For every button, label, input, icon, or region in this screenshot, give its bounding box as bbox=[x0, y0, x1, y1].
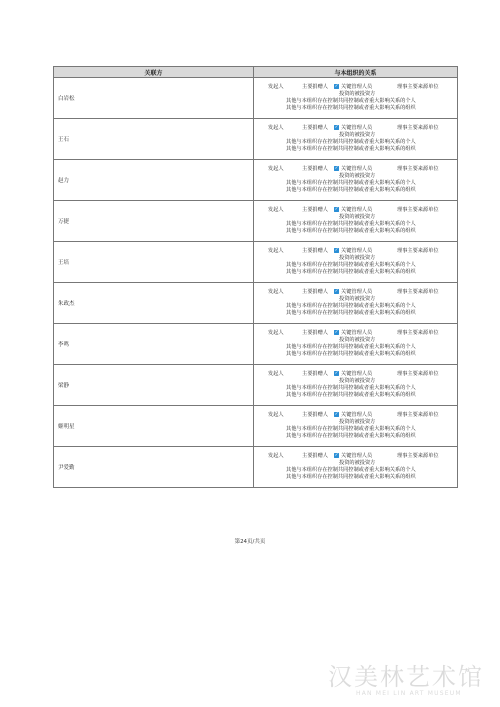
option-key-manager-label: 关键管理人员 bbox=[341, 412, 373, 418]
checkbox-checked-icon: ✓ bbox=[334, 166, 339, 171]
option-key-manager-label: 关键管理人员 bbox=[341, 289, 373, 295]
option-other-org: 其他与本组织存在控制共同控制或者重大影响关系的组织 bbox=[286, 146, 416, 152]
option-other-org: 其他与本组织存在控制共同控制或者重大影响关系的组织 bbox=[286, 351, 416, 357]
option-donor: 主要捐赠人 bbox=[302, 248, 328, 254]
related-party-name: 梁静 bbox=[54, 365, 254, 406]
relationship-options bbox=[254, 406, 458, 447]
watermark-sub-text: HAN MEI LIN ART MUSEUM bbox=[356, 690, 462, 697]
checkbox-checked-icon: ✓ bbox=[334, 207, 339, 212]
option-key-manager-label: 关键管理人员 bbox=[341, 371, 373, 377]
option-key-manager-label: 关键管理人员 bbox=[341, 125, 373, 131]
option-initiator: 发起人 bbox=[268, 453, 284, 459]
option-key-manager-label: 关键管理人员 bbox=[341, 453, 373, 459]
relationship-options bbox=[254, 242, 458, 283]
option-other-person: 其他与本组织存在控制共同控制或者重大影响关系的个人 bbox=[286, 98, 416, 104]
option-investee: 投资的被投资方 bbox=[339, 91, 376, 97]
table-body bbox=[54, 78, 458, 488]
option-investee: 投资的被投资方 bbox=[339, 132, 376, 138]
relationship-options bbox=[254, 78, 458, 119]
option-director-unit: 理事主要来源单位 bbox=[397, 125, 439, 131]
header-relationship: 与本组织的关系 bbox=[254, 67, 458, 78]
option-initiator: 发起人 bbox=[268, 125, 284, 131]
option-initiator: 发起人 bbox=[268, 207, 284, 213]
option-initiator: 发起人 bbox=[268, 412, 284, 418]
option-investee: 投资的被投资方 bbox=[339, 378, 376, 384]
option-investee: 投资的被投资方 bbox=[339, 460, 376, 466]
option-other-person: 其他与本组织存在控制共同控制或者重大影响关系的个人 bbox=[286, 303, 416, 309]
option-donor: 主要捐赠人 bbox=[302, 371, 328, 377]
option-investee: 投资的被投资方 bbox=[339, 214, 376, 220]
option-director-unit: 理事主要来源单位 bbox=[397, 412, 439, 418]
option-director-unit: 理事主要来源单位 bbox=[397, 371, 439, 377]
relationship-options bbox=[254, 283, 458, 324]
relationship-options bbox=[254, 447, 458, 488]
option-investee: 投资的被投资方 bbox=[339, 419, 376, 425]
relationship-options bbox=[254, 201, 458, 242]
option-other-org: 其他与本组织存在控制共同控制或者重大影响关系的组织 bbox=[286, 392, 416, 398]
option-initiator: 发起人 bbox=[268, 371, 284, 377]
option-donor: 主要捐赠人 bbox=[302, 207, 328, 213]
related-parties-table bbox=[53, 66, 458, 488]
relationship-options bbox=[254, 324, 458, 365]
option-other-org: 其他与本组织存在控制共同控制或者重大影响关系的组织 bbox=[286, 310, 416, 316]
checkbox-checked-icon: ✓ bbox=[334, 371, 339, 376]
option-director-unit: 理事主要来源单位 bbox=[397, 330, 439, 336]
related-party-name: 万捷 bbox=[54, 201, 254, 242]
checkbox-checked-icon: ✓ bbox=[334, 453, 339, 458]
option-director-unit: 理事主要来源单位 bbox=[397, 248, 439, 254]
option-initiator: 发起人 bbox=[268, 330, 284, 336]
option-initiator: 发起人 bbox=[268, 84, 284, 90]
option-other-person: 其他与本组织存在控制共同控制或者重大影响关系的个人 bbox=[286, 139, 416, 145]
table-row bbox=[54, 283, 458, 324]
related-party-name: 白岩松 bbox=[54, 78, 254, 119]
watermark-logo-text: 汉美林艺术馆 bbox=[328, 663, 484, 691]
option-donor: 主要捐赠人 bbox=[302, 166, 328, 172]
option-investee: 投资的被投资方 bbox=[339, 296, 376, 302]
checkbox-checked-icon: ✓ bbox=[334, 248, 339, 253]
option-key-manager-label: 关键管理人员 bbox=[341, 166, 373, 172]
option-other-org: 其他与本组织存在控制共同控制或者重大影响关系的组织 bbox=[286, 474, 416, 480]
option-other-org: 其他与本组织存在控制共同控制或者重大影响关系的组织 bbox=[286, 187, 416, 193]
option-key-manager-label: 关键管理人员 bbox=[341, 330, 373, 336]
option-donor: 主要捐赠人 bbox=[302, 125, 328, 131]
option-other-org: 其他与本组织存在控制共同控制或者重大影响关系的组织 bbox=[286, 269, 416, 275]
related-party-name: 朱政杰 bbox=[54, 283, 254, 324]
option-director-unit: 理事主要来源单位 bbox=[397, 84, 439, 90]
option-other-person: 其他与本组织存在控制共同控制或者重大影响关系的个人 bbox=[286, 467, 416, 473]
option-investee: 投资的被投资方 bbox=[339, 255, 376, 261]
relationship-options bbox=[254, 119, 458, 160]
option-key-manager-label: 关键管理人员 bbox=[341, 84, 373, 90]
related-party-name: 尹爱勤 bbox=[54, 447, 254, 488]
related-party-name: 王培 bbox=[54, 242, 254, 283]
table-row bbox=[54, 365, 458, 406]
header-related-party: 关联方 bbox=[54, 67, 254, 78]
checkbox-checked-icon: ✓ bbox=[334, 289, 339, 294]
option-key-manager-label: 关键管理人员 bbox=[341, 248, 373, 254]
related-party-name: 王石 bbox=[54, 119, 254, 160]
option-investee: 投资的被投资方 bbox=[339, 337, 376, 343]
table-row bbox=[54, 447, 458, 488]
option-director-unit: 理事主要来源单位 bbox=[397, 166, 439, 172]
table-row bbox=[54, 160, 458, 201]
option-initiator: 发起人 bbox=[268, 166, 284, 172]
table-row bbox=[54, 324, 458, 365]
option-other-person: 其他与本组织存在控制共同控制或者重大影响关系的个人 bbox=[286, 385, 416, 391]
option-key-manager-label: 关键管理人员 bbox=[341, 207, 373, 213]
relationship-options bbox=[254, 160, 458, 201]
checkbox-checked-icon: ✓ bbox=[334, 412, 339, 417]
option-donor: 主要捐赠人 bbox=[302, 453, 328, 459]
related-party-name: 李鸣 bbox=[54, 324, 254, 365]
museum-watermark-logo bbox=[320, 655, 495, 705]
option-other-person: 其他与本组织存在控制共同控制或者重大影响关系的个人 bbox=[286, 180, 416, 186]
option-director-unit: 理事主要来源单位 bbox=[397, 207, 439, 213]
option-director-unit: 理事主要来源单位 bbox=[397, 453, 439, 459]
option-other-org: 其他与本组织存在控制共同控制或者重大影响关系的组织 bbox=[286, 105, 416, 111]
option-donor: 主要捐赠人 bbox=[302, 289, 328, 295]
checkbox-checked-icon: ✓ bbox=[334, 84, 339, 89]
relationship-options bbox=[254, 365, 458, 406]
option-other-org: 其他与本组织存在控制共同控制或者重大影响关系的组织 bbox=[286, 433, 416, 439]
option-other-org: 其他与本组织存在控制共同控制或者重大影响关系的组织 bbox=[286, 228, 416, 234]
option-other-person: 其他与本组织存在控制共同控制或者重大影响关系的个人 bbox=[286, 344, 416, 350]
table-row bbox=[54, 406, 458, 447]
table-row bbox=[54, 119, 458, 160]
option-other-person: 其他与本组织存在控制共同控制或者重大影响关系的个人 bbox=[286, 426, 416, 432]
table-row bbox=[54, 78, 458, 119]
related-party-name: 姬明星 bbox=[54, 406, 254, 447]
option-director-unit: 理事主要来源单位 bbox=[397, 289, 439, 295]
related-party-name: 赵力 bbox=[54, 160, 254, 201]
option-investee: 投资的被投资方 bbox=[339, 173, 376, 179]
checkbox-checked-icon: ✓ bbox=[334, 330, 339, 335]
option-initiator: 发起人 bbox=[268, 289, 284, 295]
option-donor: 主要捐赠人 bbox=[302, 330, 328, 336]
option-other-person: 其他与本组织存在控制共同控制或者重大影响关系的个人 bbox=[286, 262, 416, 268]
table-row bbox=[54, 201, 458, 242]
table-header-row bbox=[54, 67, 458, 78]
option-initiator: 发起人 bbox=[268, 248, 284, 254]
option-donor: 主要捐赠人 bbox=[302, 412, 328, 418]
table-row bbox=[54, 242, 458, 283]
page-number: 第24页/共页 bbox=[234, 539, 266, 545]
checkbox-checked-icon: ✓ bbox=[334, 125, 339, 130]
option-donor: 主要捐赠人 bbox=[302, 84, 328, 90]
option-other-person: 其他与本组织存在控制共同控制或者重大影响关系的个人 bbox=[286, 221, 416, 227]
